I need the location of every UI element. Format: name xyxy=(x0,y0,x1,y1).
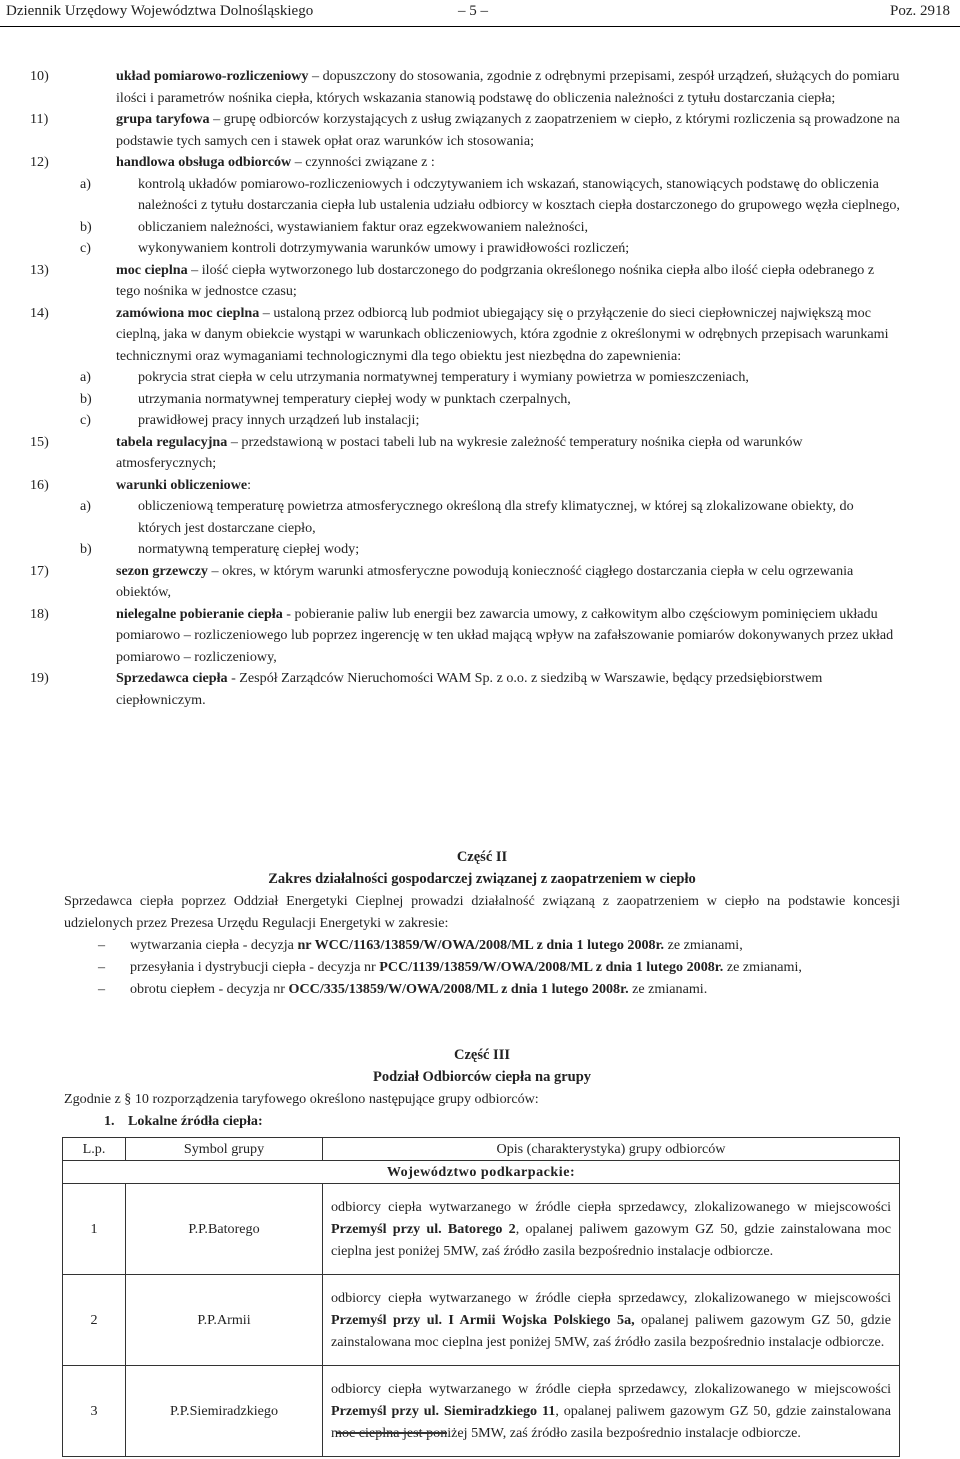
page-header xyxy=(0,0,960,27)
part-2-subtitle: Zakres działalności gospodarczej związanej z zaopatrzeniem w ciepło xyxy=(268,871,696,887)
table-row xyxy=(63,1184,900,1275)
license-text: obrotu ciepłem - decyzja nr xyxy=(130,981,289,997)
license-text: przesyłania i dystrybucji ciepła - decyzja nr xyxy=(130,959,380,975)
item-number: 15) xyxy=(30,433,49,450)
sub-text: prawidłowej pracy innych urządzeń lub instalacji; xyxy=(138,412,420,428)
dash-marker: – xyxy=(98,959,106,975)
term: układ pomiarowo-rozliczeniowy xyxy=(116,68,309,84)
definition-item xyxy=(30,260,900,303)
section-heading xyxy=(104,1110,900,1132)
part-3-intro: Zgodnie z § 10 rozporządzenia taryfowego określono następujące grupy odbiorców: xyxy=(64,1091,539,1107)
row-description xyxy=(323,1184,900,1275)
dash-marker: – xyxy=(98,981,106,997)
item-number: 18) xyxy=(30,605,49,622)
position-number: Poz. 2918 xyxy=(890,3,950,19)
page-number: – 5 – xyxy=(458,3,488,19)
row-lp: 3 xyxy=(63,1366,126,1457)
definition-text: - pobieranie paliw lub energii bez zawarcia umowy, z całkowitym albo częściowym pominięciem układu pomiarowo – rozliczeniowego lub poprzez ingerencję w ten układ mającą wpływ na zafałszowanie pomiarów dokonywanych przez układ pomiarowo – rozliczeniowy, xyxy=(116,605,894,665)
term: handlowa obsługa odbiorców xyxy=(116,154,292,170)
region-label: Województwo podkarpackie: xyxy=(63,1161,900,1184)
sub-letter: b) xyxy=(80,390,92,407)
definition-item xyxy=(30,152,900,174)
sub-item xyxy=(80,410,900,432)
item-number: 11) xyxy=(30,111,49,127)
part-2-section xyxy=(64,846,900,1000)
sub-item xyxy=(80,367,900,389)
sub-text: utrzymania normatywnej temperatury ciepłej wody w punktach czerpalnych, xyxy=(138,390,571,407)
definition-item xyxy=(30,604,900,669)
sub-letter: a) xyxy=(80,498,91,514)
item-number: 19) xyxy=(30,670,49,686)
item-number: 14) xyxy=(30,304,49,321)
definition-item xyxy=(30,66,900,109)
header-description: Opis (charakterystyka) grupy odbiorców xyxy=(323,1138,900,1161)
header-lp: L.p. xyxy=(63,1138,126,1161)
journal-title: Dziennik Urzędowy Województwa Dolnośląskiego xyxy=(6,3,314,19)
term: tabela regulacyjna xyxy=(116,433,228,450)
table-row xyxy=(63,1366,900,1457)
row-symbol: P.P.Armii xyxy=(126,1275,323,1366)
sub-letter: a) xyxy=(80,369,91,385)
sub-text: obliczaniem należności, wystawianiem faktur oraz egzekwowaniem należności, xyxy=(138,218,589,235)
row-symbol: P.P.Siemiradzkiego xyxy=(126,1366,323,1457)
description-address: Przemyśl przy ul. Batorego 2 xyxy=(331,1221,516,1237)
definition-text: – przedstawioną w postaci tabeli lub na wykresie zależność temperatury nośnika ciepła od warunków atmosferycznych; xyxy=(116,433,803,471)
description-text: odbiorcy ciepła wytwarzanego w źródle ciepła sprzedawcy, zlokalizowanego w miejscowości xyxy=(331,1381,891,1397)
sub-text: wykonywaniem kontroli dotrzymywania warunków umowy i prawidłowości rozliczeń; xyxy=(138,240,630,256)
license-item xyxy=(64,956,900,978)
sub-letter: a) xyxy=(80,175,91,192)
definition-text: - Zespół Zarządców Nieruchomości WAM Sp. z o.o. z siedzibą w Warszawie, będący przedsiębiorstwem ciepłowniczym. xyxy=(116,670,823,708)
table-row xyxy=(63,1275,900,1366)
license-decision: PCC/1139/13859/W/OWA/2008/ML z dnia 1 lutego 2008r. xyxy=(379,959,724,975)
definitions-list xyxy=(30,66,900,711)
definition-text: – dopuszczony do stosowania, zgodnie z odrębnymi przepisami, zespół urządzeń, służących do pomiaru ilości i parametrów nośnika ciepła, których wskazania stanowią podstawę do obliczenia należności z tytułu dostarczania ciepła; xyxy=(116,68,900,106)
row-description xyxy=(323,1275,900,1366)
sub-letter: b) xyxy=(80,218,92,235)
license-suffix: ze zmianami, xyxy=(664,937,743,953)
definition-item xyxy=(30,668,900,711)
row-lp: 2 xyxy=(63,1275,126,1366)
definition-item xyxy=(30,109,900,152)
part-2-title: Część II xyxy=(456,849,508,865)
sub-item xyxy=(80,389,900,411)
license-suffix: ze zmianami, xyxy=(723,959,802,975)
definition-text: – czynności związane z : xyxy=(291,154,435,170)
definition-text: – ilość ciepła wytworzonego lub dostarczonego do podgrzania określonego nośnika ciepła albo ilość ciepła odebranego z tego nośnika w jednostce czasu; xyxy=(116,261,875,299)
sub-letter: c) xyxy=(80,240,91,256)
sub-item xyxy=(80,496,900,539)
term: zamówiona moc cieplna xyxy=(116,304,260,321)
row-lp: 1 xyxy=(63,1184,126,1275)
row-symbol: P.P.Batorego xyxy=(126,1184,323,1275)
sub-text: obliczeniową temperaturę powietrza atmosferycznego określoną dla strefy klimatycznej, w której są zlokalizowane obiekty, do których jest dostarczane ciepło, xyxy=(138,498,854,536)
item-number: 10) xyxy=(30,68,49,84)
sub-letter: b) xyxy=(80,541,92,557)
section-title: Lokalne źródła ciepła: xyxy=(128,1113,263,1129)
description-suffix: , opalanej paliwem gazowym GZ 50, gdzie zainstalowana moc cieplna jest poniżej 5MW, zaś źródło zasila bezpośrednio instalacje odbiorcze. xyxy=(331,1221,891,1259)
description-text: odbiorcy ciepła wytwarzanego w źródle ciepła sprzedawcy, zlokalizowanego w miejscowości xyxy=(331,1290,891,1306)
sub-item xyxy=(80,174,900,217)
sub-letter: c) xyxy=(80,412,91,428)
table-header-row xyxy=(63,1138,900,1161)
description-address: Przemyśl przy ul. I Armii Wojska Polskiego 5a, xyxy=(331,1312,635,1328)
license-item xyxy=(64,978,900,1000)
scan-artifact xyxy=(337,1432,447,1458)
definition-item xyxy=(30,561,900,604)
part-3-section xyxy=(64,1044,900,1132)
dash-marker: – xyxy=(98,937,106,953)
definition-item xyxy=(30,303,900,368)
sub-text: normatywną temperaturę ciepłej wody; xyxy=(138,541,360,557)
description-suffix: opalanej paliwem gazowym GZ 50, gdzie zainstalowana moc cieplna jest poniżej 5MW, zaś źródło zasila bezpośrednio instalacje odbiorcze. xyxy=(331,1312,891,1350)
definition-item xyxy=(30,432,900,475)
sub-text: kontrolą układów pomiarowo-rozliczeniowych i odczytywaniem ich wskazań, stanowiących, stanowiących podstawę do obliczenia należności z tytułu dostarczania ciepła lub ustalenia udziału odbiorcy w kosztach ciepła dostarczonego do grupowego węzła cieplnego, xyxy=(138,175,900,213)
definition-text: – okres, w którym warunki atmosferyczne powodują konieczność ciągłego dostarczania ciepła w celu ogrzewania obiektów, xyxy=(116,562,854,600)
term: nielegalne pobieranie ciepła xyxy=(116,605,283,622)
definition-text: – grupę odbiorców korzystających z usług związanych z zaopatrzeniem w ciepło, z którymi rozliczenia są prowadzone na podstawie tych samych cen i stawek opłat oraz warunków ich stosowania; xyxy=(116,111,900,149)
license-item xyxy=(64,934,900,956)
region-row xyxy=(63,1161,900,1184)
license-decision: OCC/335/13859/W/OWA/2008/ML z dnia 1 lutego 2008r. xyxy=(288,981,629,997)
term: sezon grzewczy xyxy=(116,562,208,579)
sub-text: pokrycia strat ciepła w celu utrzymania normatywnej temperatury i wymiany powietrza w pomieszczeniach, xyxy=(138,369,749,385)
term: warunki obliczeniowe xyxy=(116,476,248,493)
section-number: 1. xyxy=(104,1113,115,1129)
definition-text: : xyxy=(247,476,252,493)
customer-groups-table xyxy=(62,1137,900,1457)
license-decision: nr WCC/1163/13859/W/OWA/2008/ML z dnia 1 lutego 2008r. xyxy=(297,937,665,953)
description-suffix: , opalanej paliwem gazowym GZ 50, gdzie zainstalowana moc cieplna jest poniżej 5MW, zaś źródło zasila bezpośrednio instalacje odbiorcze. xyxy=(331,1403,891,1441)
item-number: 16) xyxy=(30,476,49,493)
sub-item xyxy=(80,539,900,561)
sub-item xyxy=(80,238,900,260)
term: Sprzedawca ciepła xyxy=(116,670,228,686)
license-text: wytwarzania ciepła - decyzja xyxy=(130,937,298,953)
item-number: 17) xyxy=(30,562,49,579)
part-3-title: Część III xyxy=(454,1047,510,1063)
item-number: 12) xyxy=(30,154,49,170)
header-symbol: Symbol grupy xyxy=(126,1138,323,1161)
part-2-intro: Sprzedawca ciepła poprzez Oddział Energetyki Cieplnej prowadzi działalność związaną z zaopatrzeniem w ciepło na podstawie koncesji udzielonych przez Prezesa Urzędu Regulacji Energetyki w zakresie: xyxy=(64,893,900,931)
definition-text: – ustaloną przez odbiorcą lub podmiot ubiegający się o przyłączenie do sieci ciepłowniczej największą moc cieplną, jaka w danym obiekcie wystąpi w warunkach obliczeniowych, która zgodnie z określonymi w odrębnych przepisach warunkami technicznymi oraz wymaganiami technologicznymi dla tego obiektu jest niezbędna do zapewnienia: xyxy=(116,304,889,364)
description-text: odbiorcy ciepła wytwarzanego w źródle ciepła sprzedawcy, zlokalizowanego w miejscowości xyxy=(331,1199,891,1215)
part-3-subtitle: Podział Odbiorców ciepła na grupy xyxy=(372,1069,592,1085)
license-suffix: ze zmianami. xyxy=(628,981,708,997)
item-number: 13) xyxy=(30,261,49,278)
term: grupa taryfowa xyxy=(116,111,210,127)
term: moc cieplna xyxy=(116,261,188,278)
sub-item xyxy=(80,217,900,239)
definition-item xyxy=(30,475,900,497)
description-address: Przemyśl przy ul. Siemiradzkiego 11 xyxy=(331,1403,556,1419)
